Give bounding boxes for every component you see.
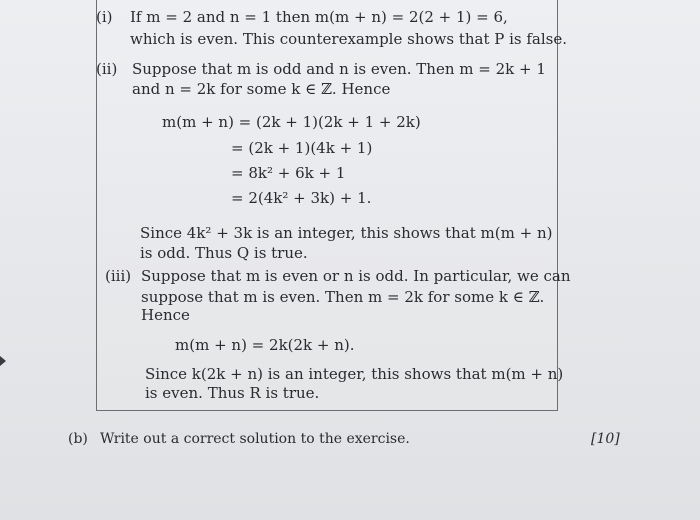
- part-iii-line1: Suppose that m is even or n is odd. In particular, we can: [141, 267, 571, 285]
- part-ii-line1: Suppose that m is odd and n is even. Then m = 2k + 1: [132, 60, 546, 78]
- part-ii-eq-4: = 2(4k² + 3k) + 1.: [231, 189, 372, 207]
- part-ii-label: (ii): [96, 60, 118, 78]
- part-ii-conclusion1: Since 4k² + 3k is an integer, this shows that m(m + n): [140, 224, 553, 242]
- part-iii-conclusion1: Since k(2k + n) is an integer, this shows that m(m + n): [145, 365, 564, 383]
- part-iii-line3: Hence: [141, 306, 190, 324]
- part-iii-label: (iii): [105, 267, 132, 285]
- part-i-label: (i): [96, 8, 113, 26]
- part-b-marks: [10]: [591, 431, 620, 447]
- part-ii-conclusion2: is odd. Thus Q is true.: [140, 244, 308, 262]
- part-b-label: (b): [68, 431, 88, 447]
- part-iii-eq: m(m + n) = 2k(2k + n).: [175, 336, 355, 354]
- part-ii-eq-3: = 8k² + 6k + 1: [231, 164, 346, 182]
- page-edge-mark: [0, 356, 6, 366]
- part-ii-eq-1: m(m + n) = (2k + 1)(2k + 1 + 2k): [162, 113, 421, 131]
- part-ii-eq-2: = (2k + 1)(4k + 1): [231, 139, 373, 157]
- part-ii-line2: and n = 2k for some k ∈ ℤ. Hence: [132, 80, 391, 98]
- part-iii-conclusion2: is even. Thus R is true.: [145, 384, 320, 402]
- part-i-line2: which is even. This counterexample shows that P is false.: [130, 30, 567, 48]
- part-b-text: Write out a correct solution to the exercise.: [100, 431, 410, 447]
- part-i-line1: If m = 2 and n = 1 then m(m + n) = 2(2 + 1) = 6,: [130, 8, 508, 26]
- part-iii-line2: suppose that m is even. Then m = 2k for some k ∈ ℤ.: [141, 288, 545, 306]
